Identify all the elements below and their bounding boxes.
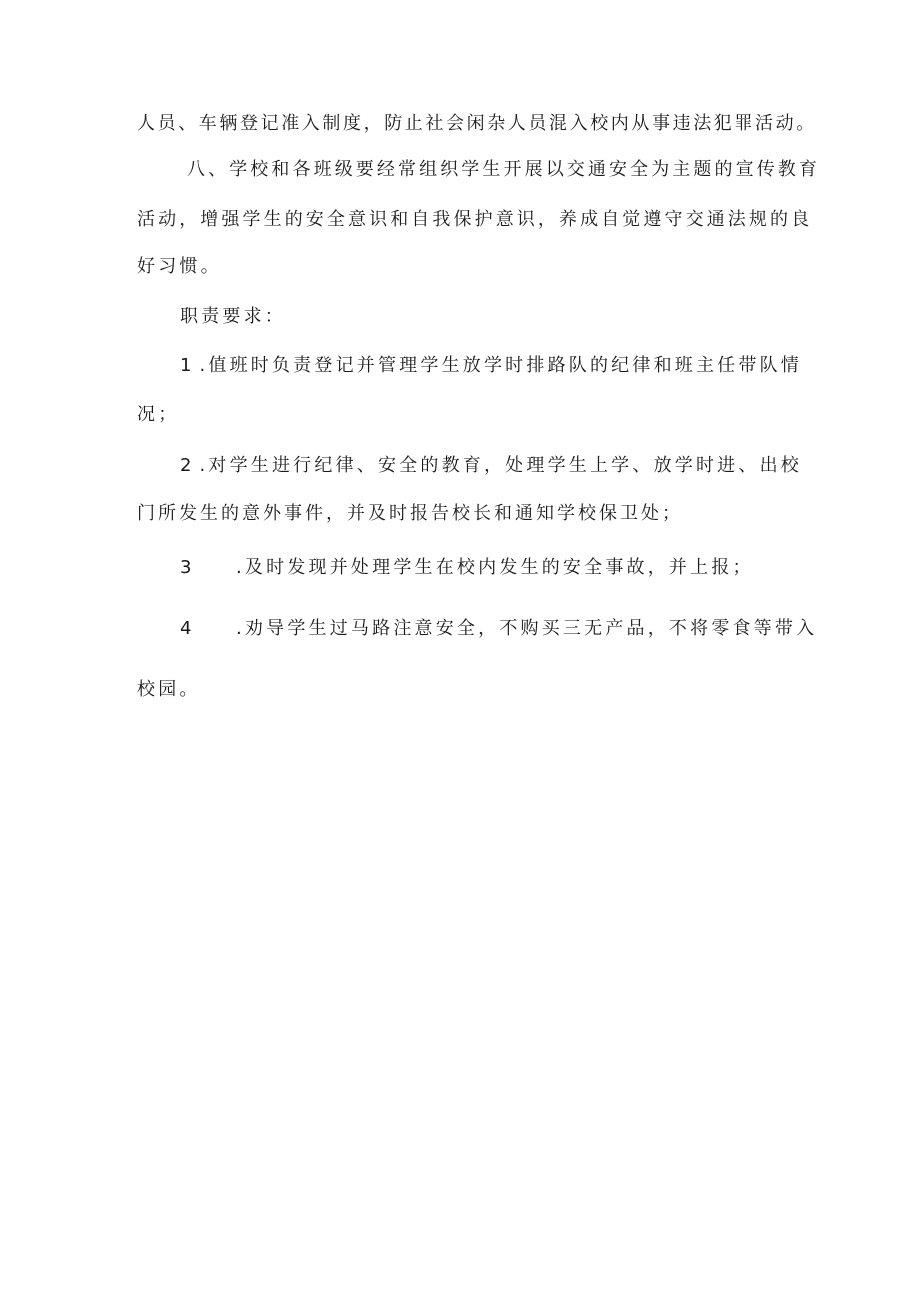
list-item-number: 3 — [180, 557, 192, 578]
list-item-number: 4 — [180, 618, 192, 639]
list-item-number: 1 — [180, 355, 192, 376]
list-item-text: .及时发现并处理学生在校内发生的安全事故，并上报； — [236, 557, 754, 578]
list-item — [180, 556, 754, 580]
paragraph-line: 八、学校和各班级要经常组织学生开展以交通安全为主题的宣传教育 — [187, 159, 820, 180]
list-item — [180, 354, 802, 378]
list-item-text: .劝导学生过马路注意安全，不购买三无产品，不将零食等带入 — [236, 618, 818, 639]
list-item-text: .对学生进行纪律、安全的教育，处理学生上学、放学时进、出校 — [199, 455, 802, 476]
paragraph-line: 好习惯。 — [137, 256, 222, 277]
list-item-continuation: 校园。 — [137, 679, 201, 700]
list-item-number: 2 — [180, 455, 192, 476]
paragraph-line: 活动，增强学生的安全意识和自我保护意识，养成自觉遵守交通法规的良 — [137, 209, 813, 230]
list-item-continuation: 门所发生的意外事件，并及时报告校长和通知学校保卫处； — [137, 503, 683, 524]
section-heading: 职责要求： — [180, 306, 286, 327]
list-item — [180, 617, 817, 641]
paragraph-line: 人员、车辆登记准入制度，防止社会闲杂人员混入校内从事违法犯罪活动。 — [137, 113, 817, 134]
list-item-continuation: 况； — [137, 404, 180, 425]
list-item-text: .值班时负责登记并管理学生放学时排路队的纪律和班主任带队情 — [199, 355, 802, 376]
list-item — [180, 454, 802, 478]
